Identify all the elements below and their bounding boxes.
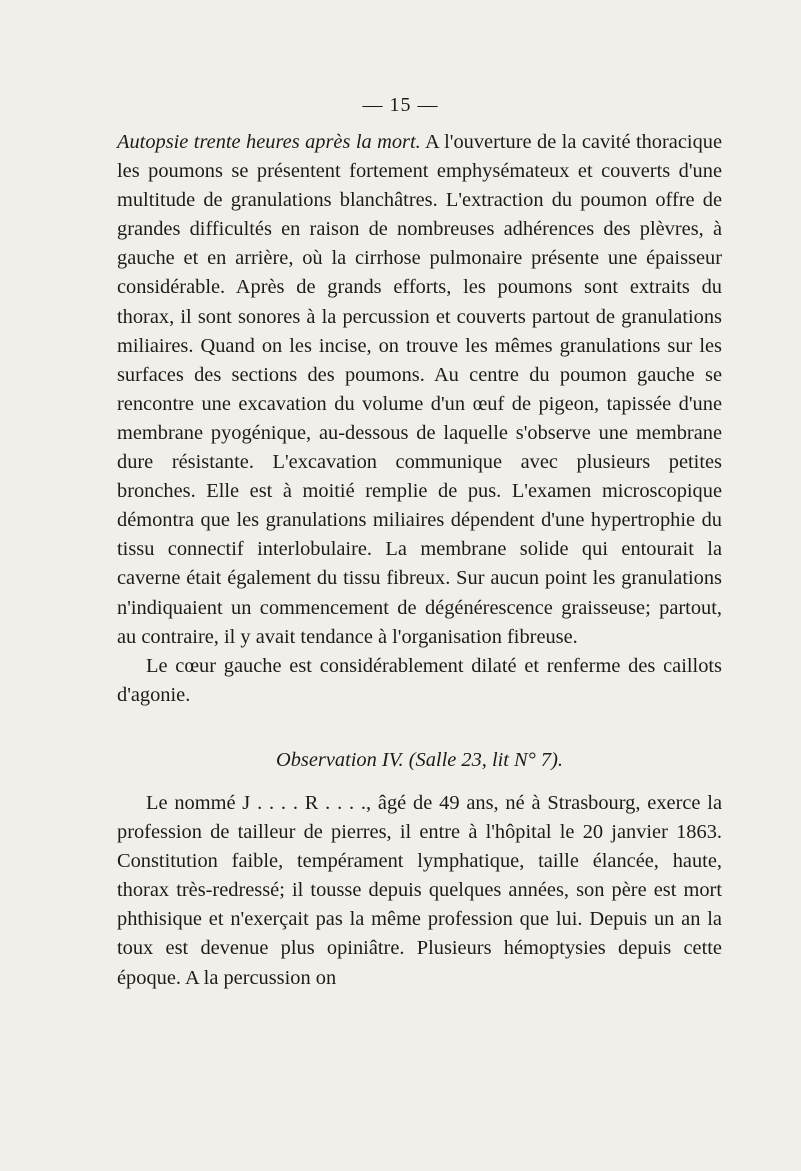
autopsy-text: A l'ouverture de la cavité thoracique les poumons se présentent fortement emphysémateux et couverts d'une multitude de granulations blanchâtres. L'extraction du poumon offre de grandes difficultés en raison de nombreuses adhérences des plèvres, à gauche et en arrière, où la cirrhose pulmonaire présente une épaisseur considérable. Après de grands efforts, les poumons sont extraits du thorax, il sont sonores à la percussion et couverts partout de granulations miliaires. Quand on les incise, on trouve les mêmes granulations sur les surfaces des sections des poumons. Au centre du poumon gauche se rencontre une excavation du volume d'un œuf de pigeon, tapissée d'une membrane pyogénique, au-dessous de laquelle s'observe une membrane dure résistante. L'excavation communique avec plusieurs petites bronches. Elle est à moitié remplie de pus. L'examen microscopique démontra que les granulations miliaires dépendent d'une hypertrophie du tissu connectif interlobulaire. La membrane solide qui entourait la caverne était également du tissu fibreux. Sur aucun point les granulations n'indiquaient un commencement de dégénérescence graisseuse; partout, au contraire, il y avait tendance à l'organisation fibreuse.: [117, 131, 723, 648]
observation-heading: Observation IV. (Salle 23, lit N° 7).: [276, 748, 563, 771]
page-number: — 15 —: [362, 94, 439, 116]
autopsy-lead-in: Autopsie trente heures après la mort.: [117, 131, 421, 153]
paragraph-observation: Le nommé J . . . . R . . . ., âgé de 49 ans, né à Strasbourg, exerce la profession de tailleur de pierres, il entre à l'hôpital le 20 janvier 1863. Constitution faible, tempérament lymphatique, taille élancée, haute, thorax très-redressé; il tousse depuis quelques années, son père est mort phthisique et n'exerçait pas la même profession que lui. Depuis un an la toux est devenue plus opiniâtre. Plusieurs hémoptysies depuis cette époque. A la percussion on: [117, 791, 722, 989]
paragraph-heart: Le cœur gauche est considérablement dilaté et renferme des caillots d'agonie.: [117, 654, 722, 706]
body-text: [117, 128, 722, 993]
paragraph-autopsy: [117, 128, 722, 652]
